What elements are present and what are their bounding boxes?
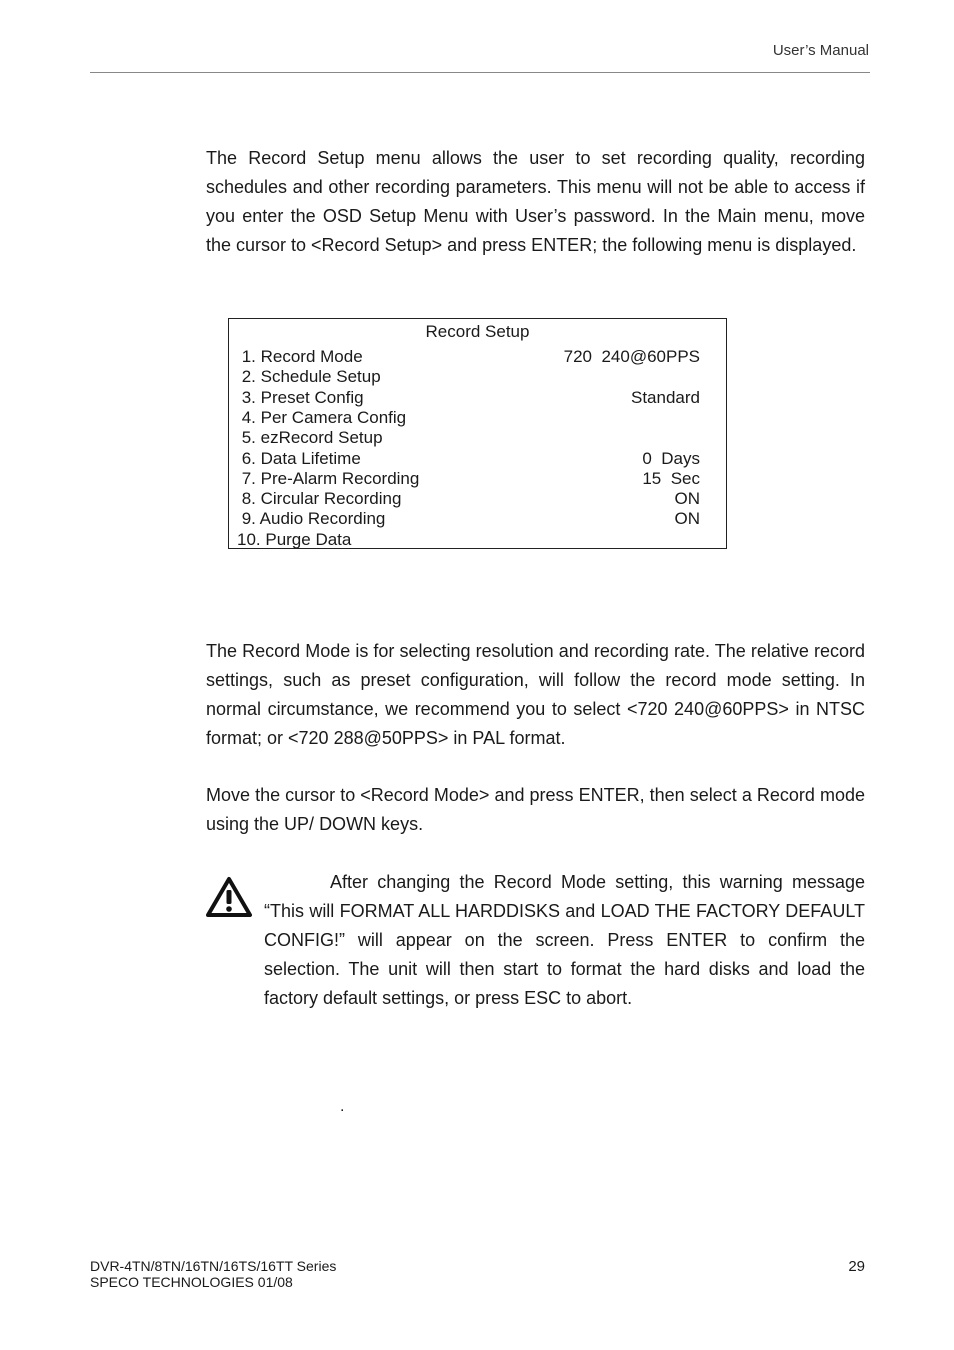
menu-item-value: 720 240@60PPS [563, 347, 700, 366]
footer-company: SPECO TECHNOLOGIES 01/08 [90, 1274, 293, 1290]
menu-item-value: ON [674, 489, 700, 508]
menu-row-audio-recording [237, 509, 700, 529]
menu-item-value: 15 Sec [642, 469, 700, 488]
menu-row-per-camera-config [237, 408, 700, 428]
menu-row-record-mode [237, 347, 700, 367]
menu-row-circular-recording [237, 489, 700, 509]
menu-item-label: 1. Record Mode [237, 347, 363, 366]
record-setup-menu [228, 318, 727, 549]
menu-row-pre-alarm-recording [237, 469, 700, 489]
header-title: User’s Manual [772, 42, 869, 59]
menu-item-value: ON [674, 509, 700, 528]
menu-row-preset-config [237, 388, 700, 408]
menu-row-ezrecord-setup [237, 428, 700, 448]
record-mode-paragraph: The Record Mode is for selecting resolution and recording rate. The relative record settings, such as preset configuration, will follow the record mode setting. In normal circumstance, we recommend you to select <720 240@60PPS> in NTSC format; or <720 288@50PPS> in PAL format. [206, 641, 865, 748]
footer-series: DVR-4TN/8TN/16TN/16TS/16TT Series [90, 1258, 337, 1274]
warning-triangle-icon [205, 875, 253, 919]
warning-message: After changing the Record Mode setting, this warning message “This will FORMAT ALL HARDDISKS and LOAD THE FACTORY DEFAULT CONFIG!” will appear on the screen. Press ENTER to confirm the selection. The unit will then start to format the hard disks and load the factory default settings, or press ESC to abort. [264, 872, 865, 1008]
menu-item-label: 3. Preset Config [237, 388, 364, 407]
menu-item-label: 8. Circular Recording [237, 489, 402, 508]
header-rule [90, 72, 870, 73]
stray-dot: . [340, 1098, 345, 1115]
menu-row-schedule-setup [237, 367, 700, 387]
menu-row-purge-data [237, 530, 700, 550]
menu-title: Record Setup [425, 322, 530, 341]
menu-item-label: 10. Purge Data [237, 530, 352, 549]
menu-row-data-lifetime [237, 449, 700, 469]
page-number: 29 [848, 1258, 865, 1275]
menu-item-value: 0 Days [642, 449, 700, 468]
move-cursor-paragraph: Move the cursor to <Record Mode> and press ENTER, then select a Record mode using the UP/ DOWN keys. [206, 785, 865, 834]
menu-item-value: Standard [631, 388, 700, 407]
warning-text [264, 868, 865, 1013]
footer-left [90, 1258, 336, 1290]
menu-item-label: 2. Schedule Setup [237, 367, 381, 386]
menu-item-label: 9. Audio Recording [237, 509, 386, 528]
menu-item-label: 6. Data Lifetime [237, 449, 361, 468]
menu-item-label: 5. ezRecord Setup [237, 428, 383, 447]
menu-item-label: 7. Pre-Alarm Recording [237, 469, 420, 488]
intro-paragraph: The Record Setup menu allows the user to set recording quality, recording schedules and other recording parameters. This menu will not be able to access if you enter the OSD Setup Menu with User’s password. In the Main menu, move the cursor to <Record Setup> and press ENTER; the following menu is displayed. [206, 148, 865, 255]
menu-item-label: 4. Per Camera Config [237, 408, 407, 427]
